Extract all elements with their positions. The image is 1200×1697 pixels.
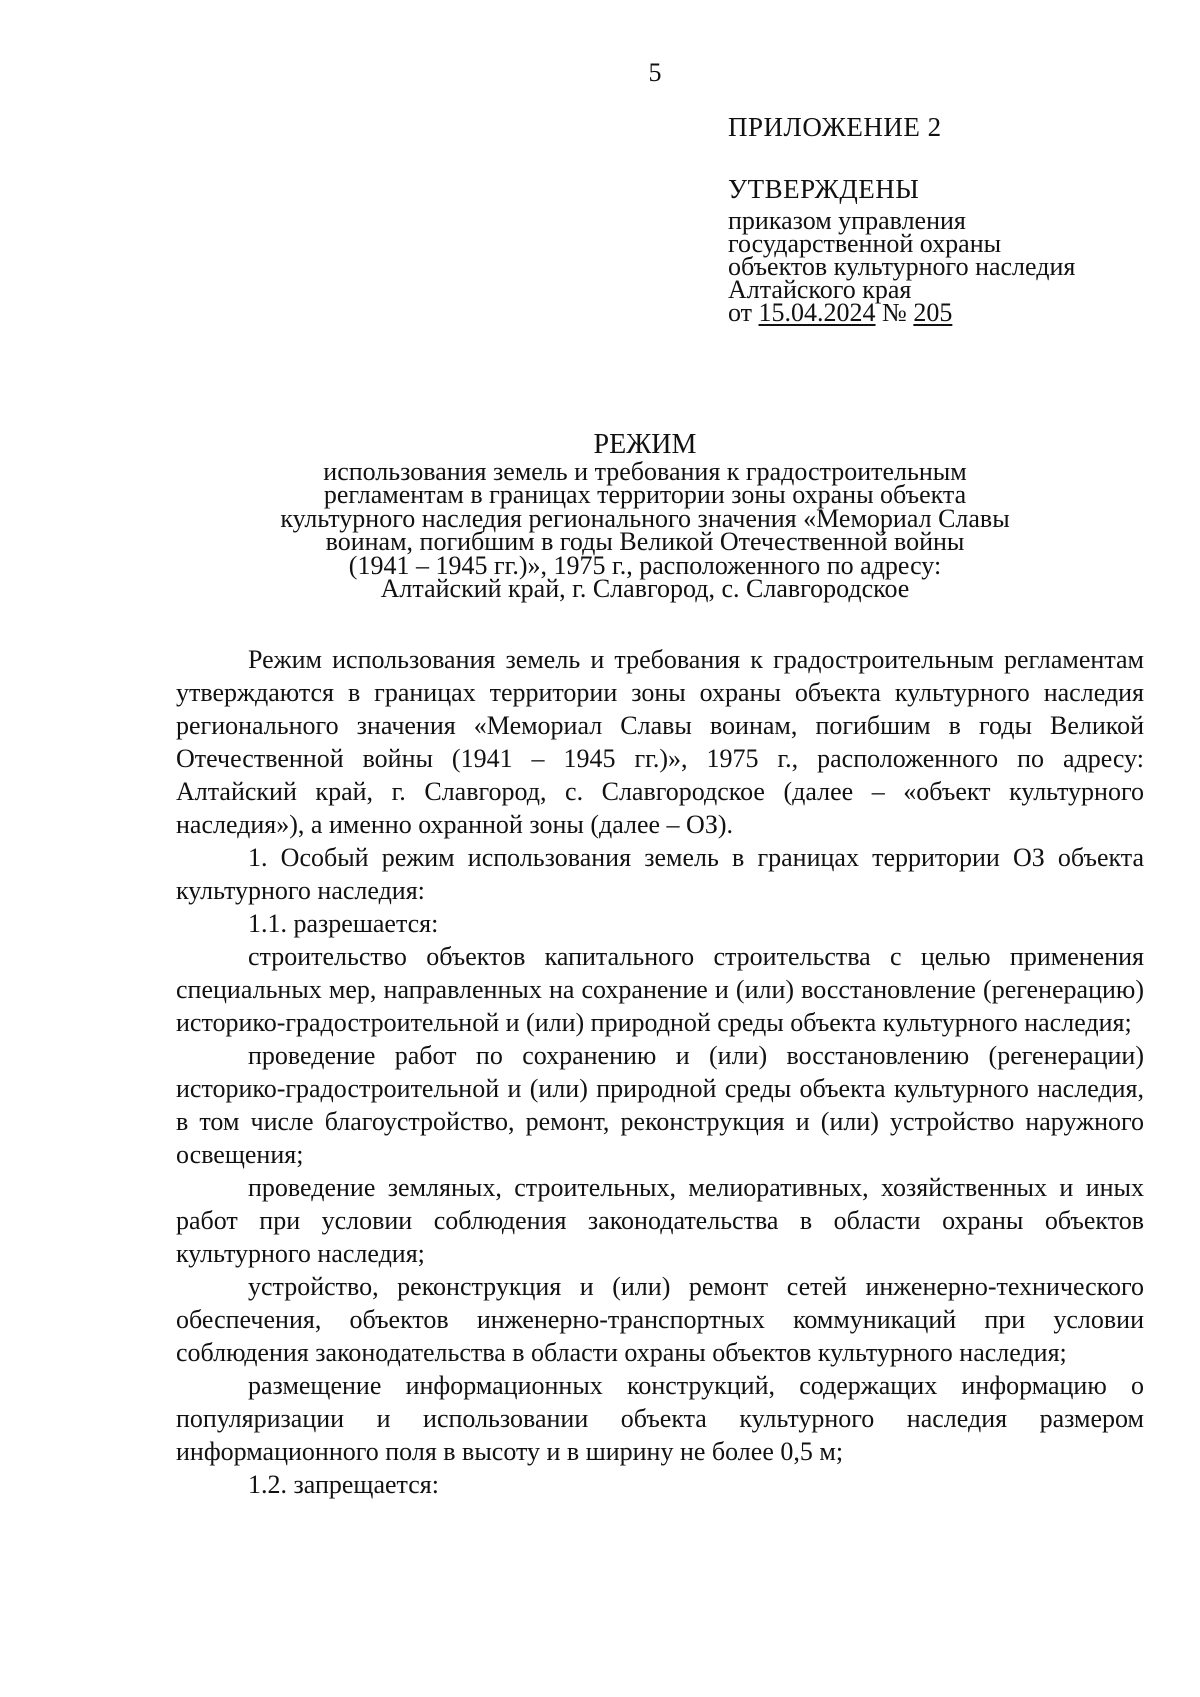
number-sign: №	[882, 298, 907, 327]
appendix-label: ПРИЛОЖЕНИЕ 2	[728, 112, 942, 142]
body-paragraph: строительство объектов капитального строительства с целью применения специальных мер, направленных на сохранение и (или) восстановление (регенерацию) историко-градостроительной и (или) природной среды объекта культурного наследия;	[176, 942, 1144, 1037]
document-body	[176, 643, 1144, 1501]
body-paragraph: 1. Особый режим использования земель в границах территории ОЗ объекта культурного наследия:	[176, 843, 1144, 905]
title-line: регламентам в границах территории зоны охраны объекта	[323, 480, 967, 509]
approval-line: приказом управления	[728, 206, 966, 235]
title-line: воинам, погибшим в годы Великой Отечественной войны	[325, 527, 965, 556]
order-number: 205	[913, 298, 953, 327]
approval-line: объектов культурного наследия	[728, 252, 1076, 281]
title-line: (1941 – 1945 гг.)», 1975 г., расположенного по адресу:	[348, 550, 942, 580]
order-date: 15.04.2024	[758, 298, 876, 327]
order-date-line	[728, 298, 1168, 327]
approval-line: Алтайского края	[728, 275, 912, 304]
body-paragraph: проведение работ по сохранению и (или) восстановлению (регенерации) историко-градостроительной и (или) природной среды объекта культурного наследия, в том числе благоустройство, ремонт, реконструкция и (или) устройство наружного освещения;	[176, 1041, 1144, 1169]
date-prefix: от	[728, 298, 753, 327]
body-paragraph: проведение земляных, строительных, мелиоративных, хозяйственных и иных работ при условии соблюдения законодательства в области охраны объектов культурного наследия;	[176, 1173, 1144, 1268]
page-number: 5	[648, 58, 662, 87]
body-paragraph: 1.1. разрешается:	[248, 909, 439, 938]
body-paragraph: размещение информационных конструкций, содержащих информацию о популяризации и использовании объекта культурного наследия размером информационного поля в высоту и в ширину не более 0,5 м;	[176, 1371, 1144, 1466]
body-paragraph: 1.2. запрещается:	[248, 1470, 439, 1499]
title-line: Алтайский край, г. Славгород, с. Славгородское	[380, 574, 910, 603]
title-line: использования земель и требования к градостроительным	[323, 456, 967, 486]
body-paragraph: Режим использования земель и требования к градостроительным регламентам утверждаются в границах территории зоны охраны объекта культурного наследия регионального значения «Мемориал Славы воинам, погибшим в годы Великой Отечественной войны (1941 – 1945 гг.)», 1975 г., расположенного по адресу: Алтайский край, г. Славгород, с. Славгородское (далее – «объект культурного наследия»), а именно охранной зоны (далее – ОЗ).	[176, 645, 1144, 839]
body-paragraph: устройство, реконструкция и (или) ремонт сетей инженерно-технического обеспечения, объектов инженерно-транспортных коммуникаций при условии соблюдения законодательства в области охраны объектов культурного наследия;	[176, 1272, 1144, 1367]
document-title-block	[225, 429, 1065, 603]
approval-block	[728, 174, 1168, 327]
approved-heading: УТВЕРЖДЕНЫ	[728, 174, 920, 204]
document-title: РЕЖИМ	[593, 429, 697, 460]
approval-line: государственной охраны	[728, 229, 1002, 258]
title-line: культурного наследия регионального значения «Мемориал Славы	[280, 503, 1010, 533]
